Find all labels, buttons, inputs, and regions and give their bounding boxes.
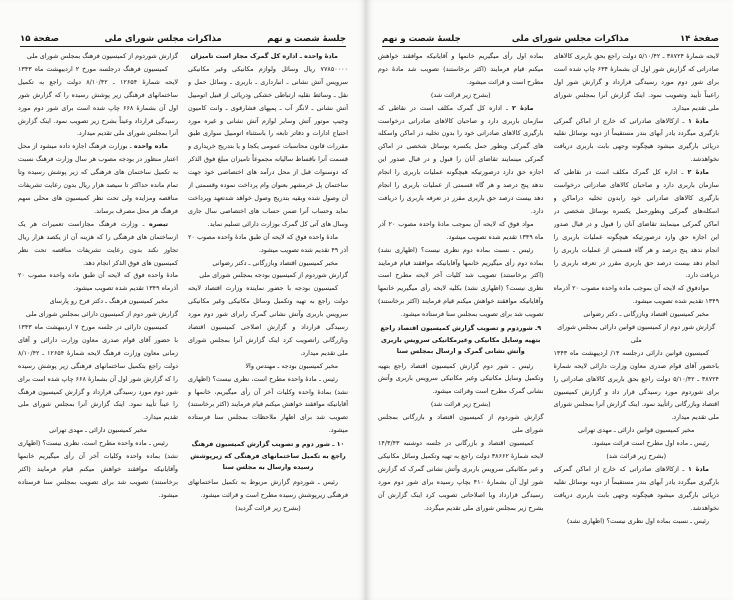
column-left — [18, 50, 178, 592]
paragraph: گزارش شوردوم از کمیسیون بودجه بمجلس شورای ملی — [199, 271, 348, 280]
paragraph — [378, 102, 544, 218]
paragraph: کمیسیون فرهنگ درجلسه مورخ ۲ اردیبهشت ماه ۱۳۴۳ لایحه شمارهٔ ۱۲۶۵۴ ـ ۸/۱۰/۴۲ دولت راجع به تکمیل ساختمانهای فرهنگی زیر پوشش رسیده را که گزارش شور اول آن بشمارهٔ ۶۶۸ چاپ شده است برای شور دوم مورد رسیدگی قرارداد وعیناً بشرح زیر تصویب نمود. اینک گزارش آنرا بمجلس شورای ملی تقدیم میدارد. — [18, 64, 178, 138]
column-left — [378, 50, 544, 592]
paragraph: رئیس ـ ماده اول مطرح است قرائت میشود. — [591, 439, 709, 448]
paragraph: گزارش شور دوم از کمیسیون قوانین دارائی بمجلس شورای ملی — [557, 323, 716, 344]
paragraph — [18, 140, 178, 217]
page-14 — [366, 0, 733, 600]
paragraph — [18, 218, 178, 270]
paragraph: رئیس ـ مادهٔ واحده مطرح است، نظری نیست؟ (اظهاری نشد) بمادهٔ واحده وکلیات آخر آن رأی میگیریم، خانمها و آقایانیکه موافقند خواهش میکنم قیام فرمایند (اکثر برخاستند) تصویب شد برای اظهار ملاحظات بمجلس سنا فرستاده میشود. — [188, 374, 348, 435]
paragraph: مخبر کمیسیون اقتصاد وبازرگانی ـ دکتر رضوانی — [583, 310, 709, 319]
paragraph: رئیس ـ ماده واحده مطرح است، نظری نیست؟ (اظهاری نشد) بماده واحده وکلیات آخر آن رأی میگیریم خانمها وآقایانیکه موافقند خواهش میکنم قیام فرمایند (اکثر برخاستند) تصویب شد برای تصویب بمجلس سنا فرستاده میشود. — [18, 439, 178, 499]
article-label: مادهٔ ۲ — [511, 103, 534, 112]
article-label: مادهٔ ۲ — [687, 168, 710, 177]
paragraph: مخبر کمیسیون بودجه ـ مهندس والا — [245, 361, 338, 370]
paragraph: مخبر کمیسیون اقتصاد وبازرگانی ـ دکتر رضوانی — [212, 258, 338, 267]
paragraph — [554, 463, 720, 515]
paragraph: گزارش شوردوم از کمیسیون اقتصاد و بازرگانی بمجلس شورای ملی — [378, 413, 544, 435]
running-title: مذاکرات مجلس شورای ملی — [104, 34, 222, 44]
paragraph: (بشرح زیر قرائت شد) — [430, 400, 491, 409]
article-label: تبصره — [148, 219, 168, 228]
text-columns — [18, 50, 348, 592]
article-label: مادهٔ ۱ — [687, 465, 709, 473]
page-header — [20, 30, 346, 47]
paragraph: مادهٔ واحده فوق که لایحه آن طبق ماده واحده مصوب ۲۰ آذرماه ۱۳۴۹ تقدیم شده تصویب میشود. — [18, 271, 178, 293]
paragraph: کمیسیون بودجه با حضور نماینده وزارت اقتصاد لایحه دولت راجع به تهیه وتکمیل وسائل مکانیکی وغیر مکانیکی سرویس باربری وآتش نشانی گمرک رابرای شور دوم مورد رسیدگی قرارداد و گزارش اصلاحی کمیسیون اقتصاد وبازرگانی راتصویب کرد اینک گزارش آنرا بمجلس شورای ملی تقدیم میدارد. — [188, 284, 348, 357]
paragraph: رئیس ـ شور دوم گزارش کمیسیون اقتصاد راجع بتهیه وتکمیل وسایل مکانیکی وغیر مکانیکی سرویس باربری وآتش نشانی گمرک مطرح است وقرائت میشود. — [378, 361, 544, 396]
paragraph: مادهٔ واحده ـ اداره کل گمرک مجاز است تامیزان — [190, 52, 338, 60]
page-header — [382, 30, 719, 47]
running-title: مذاکرات مجلس شورای ملی — [511, 34, 629, 44]
paragraph: (بشرح زیر قرائت شد) — [606, 452, 667, 461]
article-text: ـ بوزارت فرهنگ اجازه داده میشود از محل اعتبار منظور در بودجه مصوب هر سال وزارت فرهنگ نسبت به تکمیل ساختمان های فرهنگی که زیر پوشش رسیده وتا تمام مانده حداکثر تا سیصد هزار ریال بدون رعایت تشریفات مناقصه ومزایده ولی تحت نظر کمیسیون های محلی سهم فرهنگ هر محل مصرف برساند. — [18, 142, 178, 215]
session-title: جلسهٔ شصت و نهم — [267, 34, 346, 44]
paragraph: لایحه شمارهٔ ۳۸۷۲۴ ـ ۵/۱۰/۴۲ دولت راجع بحق باربری کالاهای صادراتی که گزارش شور اول آن بشمارهٔ ۶۳۴ چاپ شده است برای شور دوم مورد رسیدگی قرارداد و گزارش شور اول راعیناً تأیید وتصویب نمود. اینک گزارش آنرا بمجلس شورای ملی تقدیم میدارد. — [553, 52, 719, 112]
session-title: جلسهٔ شصت و نهم — [382, 34, 461, 44]
column-right — [188, 50, 348, 592]
paragraph: مخبر کمیسیون فرهنگ ـ دکتر فرخ رو پارسای — [49, 297, 168, 306]
paragraph: گزارش شوردوم از کمیسیون فرهنگ بمجلس شورای ملی — [26, 52, 178, 60]
paragraph: رئیس ـ نسبت بماده اول نظری نیست؟ (اظهاری نشد) — [566, 516, 709, 525]
article-text: ـ اداره کل گمرک مکلف است در نقاطی که سازمان باربری دارد و صاحبان کالاهای صادراتی درخواست بارگیری کالاهای صادراتی خود را بدون تخلیه در اماکن واسکله های گمرکی وبطور حمل یکسره بوسائل شخصی در اماکن گمرکی مینمایند تقاضای آنان را قبول و در قبال صدور این اجازه حق دارد درصورتیکه هیچگونه عملیات باربری را انجام ندهد پنج درصد و هر گاه قسمتی از عملیات باربری را انجام دهد بیست درصد حق باربری مقرر در تعرفه باربری را دریافت دارد. — [378, 103, 544, 215]
article-label: مادهٔ ۱ — [687, 116, 709, 125]
paragraph: موادفوق که لایحه آن بموجب ماده واحده مصوب ۲۰ آذرماه ۱۳۴۹ تقدیم شده تصویب میشود. — [553, 284, 719, 306]
paragraph: گزارش شور دوم از کمیسیون دارائی بمجلس شورای ملی — [25, 310, 178, 319]
paragraph: (بشرح زیر قرائت شد) — [430, 90, 491, 99]
article-label: ماده واحده — [133, 142, 168, 151]
paragraph — [554, 166, 720, 282]
paragraph — [554, 115, 720, 167]
paragraph: مخبر کمیسیون قوانین دارائی ـ مهدی تهرانی — [577, 426, 695, 435]
page-15 — [0, 0, 366, 600]
section-heading: ۹ـ شوردوم و تصویب گزارش کمیسیون اقتصاد راجع بتهیه وسایل مکانیکی وغیرمکانیکی سرویس باربری وآتش نشانی گمرک و ارسال بمجلس سنا — [380, 324, 542, 356]
paragraph: مواد فوق که لایحه آن بموجب مادهٔ واحده مصوب ۲۰ آذر ماه ۱۳۴۹ تقدیم شده تصویب میشود. — [378, 219, 544, 241]
paragraph: کمیسیون اقتصاد و بازرگانی در جلسه دوشنبه ۱۴/۳/۴۳ لایحه شمارهٔ ۳۸۶۶۲ دولت راجع به تهیه وتکمیل وسائل مکانیکی و غیر مکانیکی سرویس باربری وآتش نشانی گمرک که گزارش شور اول آن بشمارهٔ ۴۱۰ بچاپ رسیده برای شور دوم مورد رسیدگی قرارداد وبا اصلاحاتی تصویب کرد اینک گزارش آن بشرح زیر بمجلس شورای ملی تقدیم میگردد. — [378, 438, 544, 512]
paragraph: رئیس ـ نسبت بماده دوم نظری نیست؟ (اظهاری نشد) بماده دوم رأی میگیریم خانمها وآقایانیکه موافقند قیام فرمایند (اکثر برخاستند) تصویب شد کلیات آخر لایحه مطرح است نظری نیست؟ (اظهاری نشد) بکلیه لایحه رأی میگیریم خانمها وآقایانیکه موافقند خواهش میکنم قیام فرمایند (اکثر برخاستند) تصویب شد برای تصویب بمجلس سنا فرستاده میشود. — [378, 245, 544, 319]
paragraph: ۷۷۸۵۰۰۰۰ ریال وسائل ولوازم مکانیکی وغیر مکانیکی سرویس آتش نشانی ـ انبارداری ـ باربری ـ وسائل حمل و نقل ـ وسائط نقلیه ارتباطی خشکی ودریائی از قبیل اتومبیل آتش نشانی ـ لانگر آب ـ پمپهای فشارقوی ـ وانت کامیون وجیپ موتور آتش وسایر لوازم آتش نشانی و غیره مورد احتیاج ادارات و دفاتر تابعه را باستثناء اتومبیل سواری طبق مقررات قانون محاسبات عمومی یکجا و یا بتدریج خریداری و قسمت آنرا باقساط سالیانه مجموعاً تامیزان مبلغ فوق الذکر که دوسنوات قبل از محل درآمد های اختصاصی خود جهت ساختمان پل خرمشهر بعنوان وام پرداخت نموده وقسمتی از آن وصول شده وبقیه بتدریج وصول خواهد شدتعهد وپرداخت نماید وحساب آنرا ضمن حساب های اختصاصی سال جاری وسال های آتی کل گمرک بوزارت دارائی تسلیم نماید. — [188, 64, 348, 228]
page-number: صفحهٔ ۱۴ — [680, 34, 719, 44]
section-heading: ۱۰ ـ شور دوم و تصویب گزارش کمیسیون فرهنگ راجع به تکمیل ساختمانهای فرهنگی که زیرپوشش رسیده وارسال به مجلس سنا — [190, 440, 346, 472]
paragraph: بماده اول رأی میگیریم خانمها و آقایانیکه موافقند خواهش میکنم قیام فرمایند (اکثر برخاستند) تصویب شد مادهٔ دوم مطرح است و قرائت میشود. — [378, 52, 544, 86]
column-right — [554, 50, 720, 592]
page-number: صفحة ۱۵ — [20, 34, 59, 44]
article-text: ـ ازکالاهای صادراتی که خارج از اماکن گمرکی بارگیری میگردد یادر آبهای بندر مستقیماً از دوبه بوسائل نقلیه دریائی بارگیری میشود هیچگونه وجهی بابت باربری دریافت نخواهدشد. — [553, 116, 719, 164]
text-columns — [378, 50, 719, 592]
paragraph: رئیس ـ شوردوم گزارش مربوط به تکمیل ساختمانهای فرهنگی زیرپوشش رسیده مطرح است و قرائت میشود. — [188, 477, 348, 499]
article-text: ـ وزارت فرهنگ مجازاست تعمیرات هر یک ازساختمان های فرهنگی را که هزینه آن از یکصد هزار ریال تجاوز نکند بدون رعایت تشریفات مناقصه تحت نظر کمیسیون های فوق الذکر انجام دهد. — [18, 219, 178, 267]
article-text: ـ ازکالاهای صادراتی که خارج از اماکن گمرکی بارگیری میگردد یادر آبهای بندر مستقیماً از دوبه بوسائل نقلیه دریائی بارگیری میشود هیچگونه وجهی بابت باربری دریافت نخواهدشد. — [553, 465, 719, 512]
paragraph: مخبر کمیسیون دارائی ـ مهدی تهرانی — [49, 426, 147, 435]
article-text: ـ اداره کل گمرک مکلف است در نقاطی که سازمان باربری دارد و صاحبان کالاهای صادراتی درخواست بارگیری کالاهای صادراتی خود رابدون تخلیه دراماکن و اسکله‌های گمرکی وبطورحمل یکسره بوسائل شخصی در اماکن گمرکی مینمایند تقاضای آنان را قبول و در قبال صدور این اجازه حق وارد درصورتیکه هیچگونه عملیات باربری را انجام ندهد پنج درصد و هر گاه قسمتی از عملیات باربری را انجام دهد بیست درصد حق باربری مقرر در تعرفه باربری را دریافت دارد. — [553, 168, 719, 280]
paragraph: مادهٔ واحده فوق که لایحه آن طبق مادهٔ واحده مصوب ۲۰ آذر ۴۹ تقدیم شده تصویب میشود. — [188, 232, 348, 254]
paragraph: کمیسیون دارائی در جلسه مورخ ۷ اردیبهشت ماه ۱۳۴۳ با حضور آقای قوام صدری معاون وزارت دارائی و آقای زمانی معاون وزارت فرهنگ لایحه شمارهٔ ۱۲۶۵۴ ـ ۸/۱۰/۴۲ دولت راجع بتکمیل ساختمانهای فرهنگی زیر پوشش رسیده را که گزارش شور اول آن بشمارهٔ ۶۶۸ چاپ شده است برای شور دوم مورد رسیدگی قرارداد و گزارش کمیسیون فرهنگ را عیناً تأیید نمود. اینک گزارش آنرا بمجلس شورای ملی تقدیم میدارد. — [18, 323, 178, 422]
paragraph: کمیسیون قوانین دارائی درجلسه ۱۴/ اردیبهشت ماه ۱۳۴۳ باحضور آقای قوام صدری معاون وزارت دارائی لایحه شمارهٔ ۳۸۷۲۴ ـ ۵/۱۰/۴۲ دولت راجع بحق باربری کالاهای صادراتی را برای شوردوم مورد رسیدگی قرار داد و گزارش کمیسیون اقتصاد وبازرگانی راتأیید نمود. اینک گزارش آنرا بمجلس شورای ملی تقدیم میدارد. — [553, 348, 719, 422]
paragraph: (بشرح زیر قرائت گردید) — [235, 503, 301, 512]
